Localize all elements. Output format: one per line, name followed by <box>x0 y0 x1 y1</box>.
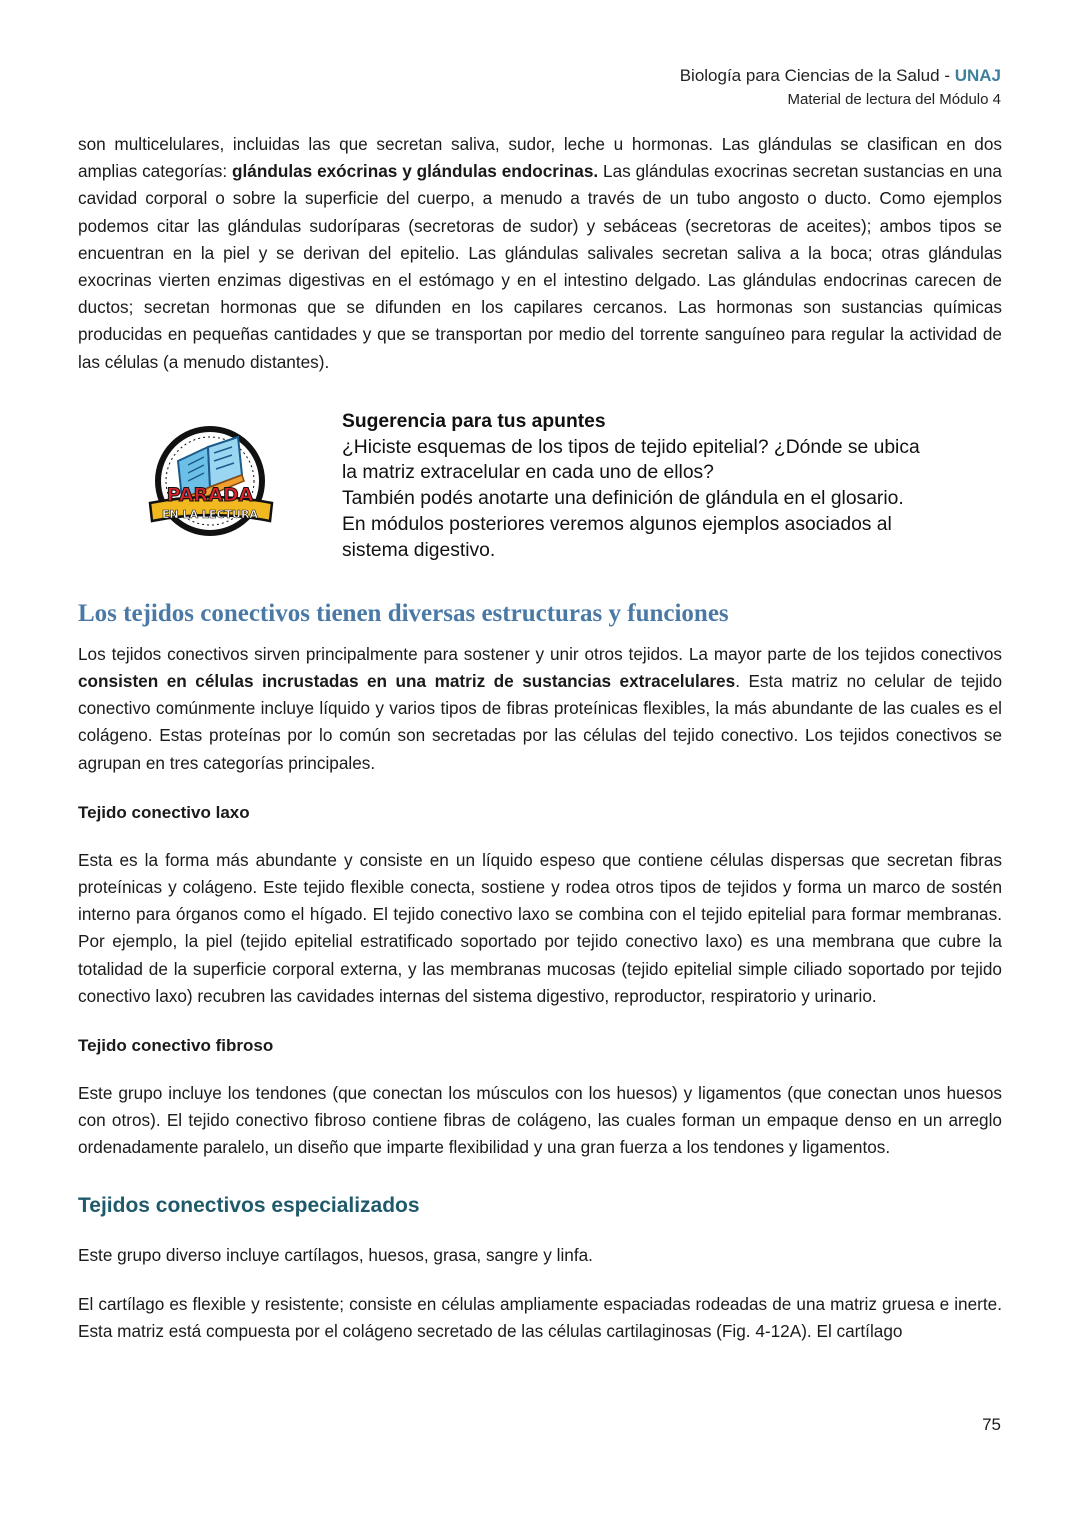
intro-text-bold: glándulas exócrinas y glándulas endocrinas. <box>231 161 599 182</box>
callout-line: En módulos posteriores veremos algunos ejemplos asociados al <box>342 514 892 536</box>
specialized-paragraph-1: Este grupo diverso incluye cartílagos, huesos, grasa, sangre y linfa. <box>78 1244 593 1265</box>
laxo-paragraph: Esta es la forma más abundante y consiste en un líquido espeso que contiene células dispersas que secretan fibras proteínicas y colágeno. Este tejido flexible conecta, sostiene y rodea otros tipos de tejidos y forma un marco de sostén interno para órganos como el hígado. El tejido conectivo laxo se combina con el tejido epitelial para formar membranas. Por ejemplo, la piel (tejido epitelial estratificado soportado por tejido conectivo laxo) es una membrana que cubre la totalidad de la superficie corporal externa, y las membranas mucosas (tejido epitelial simple ciliado soportado por tejido conectivo laxo) recubren las cavidades internas del sistema digestivo, reproductor, respiratorio y urinario. <box>78 849 1002 1006</box>
callout-line: También podés anotarte una definición de glándula en el glosario. <box>342 488 904 510</box>
subheading-laxo: Tejido conectivo laxo <box>78 802 250 822</box>
header-brand: UNAJ <box>954 66 1001 85</box>
header-course-title <box>680 62 1001 89</box>
badge-top-text: PARADA <box>166 483 254 506</box>
page-header <box>680 62 1001 111</box>
callout-title: Sugerencia para tus apuntes <box>342 410 606 432</box>
page-content <box>78 131 1002 1345</box>
callout-line: sistema digestivo. <box>342 539 496 561</box>
section-heading-connective: Los tejidos conectivos tienen diversas estructuras y funciones <box>78 599 729 627</box>
intro-paragraph <box>78 131 1002 376</box>
connective-paragraph <box>78 641 1002 777</box>
page-number: 75 <box>982 1415 1001 1434</box>
connective-text-a: Los tejidos conectivos sirven principalmente para sostener y unir otros tejidos. La mayor parte de los tejidos conectivos <box>78 643 1002 664</box>
section-heading-specialized: Tejidos conectivos especializados <box>78 1193 420 1217</box>
fibroso-paragraph: Este grupo incluye los tendones (que conectan los músculos con los huesos) y ligamentos (que conectan unos huesos con otros). El tejido conectivo fibroso contiene fibras de colágeno, las cuales forman un empaque denso en un arreglo ordenadamente paralelo, un diseño que imparte flexibilidad y una gran fuerza a los tendones y ligamentos. <box>78 1083 1002 1158</box>
specialized-paragraph-2: El cartílago es flexible y resistente; consiste en células ampliamente espaciadas rodeadas de una matriz gruesa e inerte. Esta matriz está compuesta por el colágeno secretado de las células cartilaginosas (Fig. 4-12A). El cartílago <box>78 1293 1002 1342</box>
callout-line: la matriz extracelular en cada uno de ellos? <box>342 462 714 484</box>
subheading-fibroso: Tejido conectivo fibroso <box>78 1036 274 1056</box>
intro-text-a: son multicelulares, incluidas las que secretan saliva, sudor, leche u hormonas. Las glándulas se clasifican en dos amplias categorías: <box>78 134 1002 182</box>
callout-line: ¿Hiciste esquemas de los tipos de tejido epitelial? ¿Dónde se ubica <box>342 436 920 458</box>
connective-text-b: . Esta matriz no celular de tejido conectivo comúnmente incluye líquido y varios tipos de fibras proteínicas flexibles, la más abundante de las cuales es el colágeno. Estas proteínas por lo común son secretadas por las células del tejido conectivo. Los tejidos conectivos se agrupan en tres categorías principales. <box>78 671 1003 773</box>
header-module-subtitle: Material de lectura del Módulo 4 <box>787 91 1001 108</box>
reading-stop-callout <box>78 409 1002 587</box>
connective-text-bold: consisten en células incrustadas en una matriz de sustancias extracelulares <box>78 671 736 692</box>
callout-text <box>342 409 982 564</box>
intro-text-b: Las glándulas exocrinas secretan sustancias en una cavidad corporal o sobre la superficie del cuerpo, a menudo a través de un tubo angosto o ducto. Como ejemplos podemos citar las glándulas sudoríparas (secretoras de sudor) y sebáceas (secretoras de aceites); ambos tipos se encuentran en la piel y se derivan del epitelio. Las glándulas salivales secretan saliva a la boca; otras glándulas exocrinas vierten enzimas digestivas en el estómago y en el intestino delgado. Las glándulas endocrinas carecen de ductos; secretan hormonas que se difunden en los capilares cercanos. Las hormonas son sustancias químicas producidas en pequeñas cantidades y que se transportan por medio del torrente sanguíneo para regular la actividad de las células (a menudo distantes). <box>78 161 1002 372</box>
reading-stop-badge-icon <box>138 417 283 542</box>
header-course-name: Biología para Ciencias de la Salud - <box>679 66 955 85</box>
badge-bottom-text: EN LA LECTURA <box>162 507 258 521</box>
